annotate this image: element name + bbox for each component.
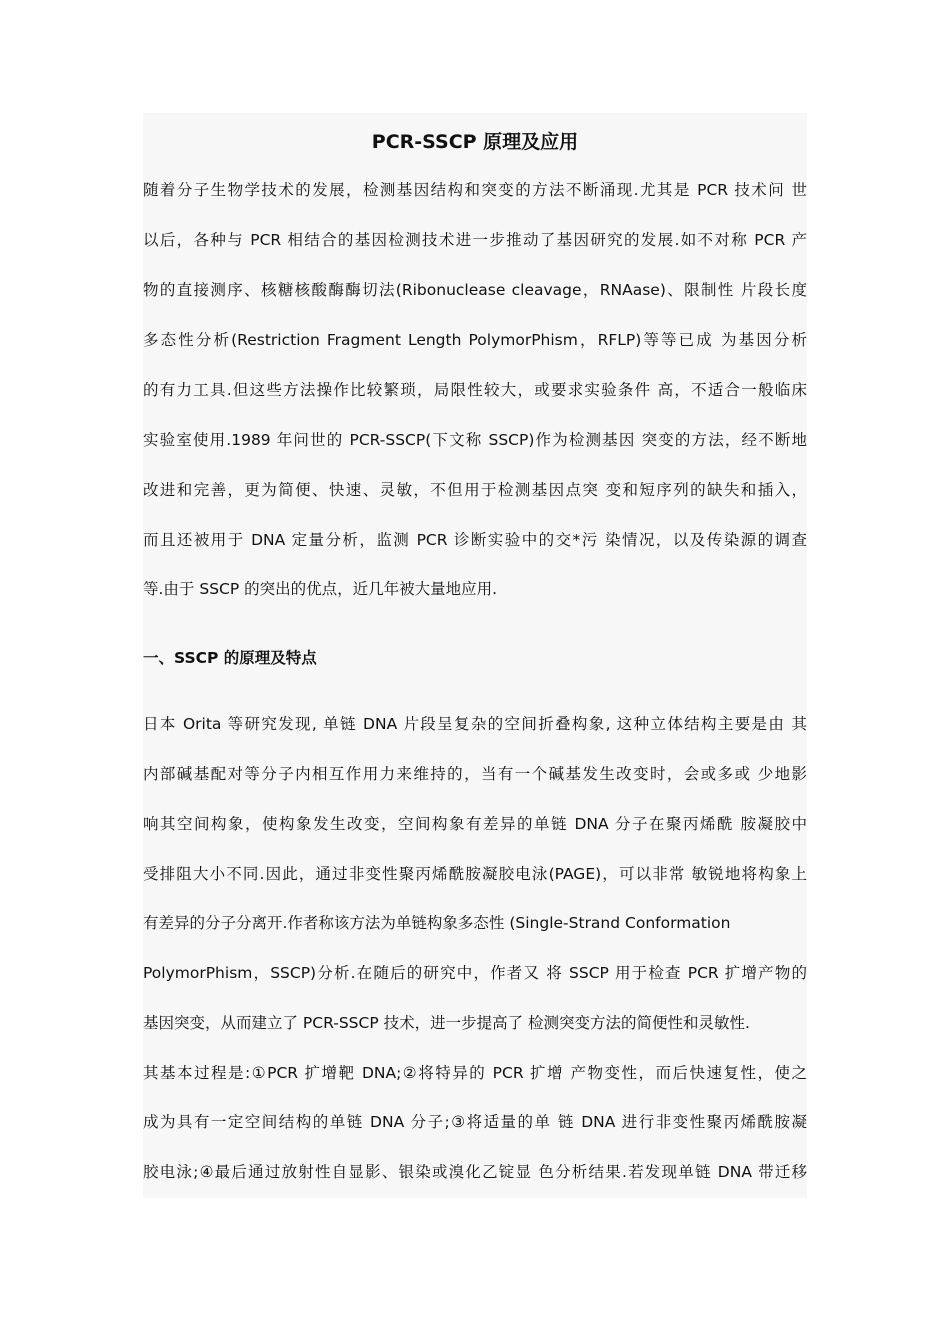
paragraph2-line: 日本 Orita 等研究发现, 单链 DNA 片段呈复杂的空间折叠构象, 这种立体结构主要是由 其 — [143, 715, 807, 733]
paragraph2-line: 胶电泳;④最后通过放射性自显影、银染或溴化乙锭显 色分析结果.若发现单链 DNA 带迁移 — [143, 1163, 807, 1181]
paragraph1-line: 的有力工具.但这些方法操作比较繁琐，局限性较大，或要求实验条件 高，不适合一般临床 — [143, 381, 807, 399]
paragraph1-line: 物的直接测序、核糖核酸酶酶切法(Ribonuclease cleavage，RNAase)、限制性 片段长度 — [143, 281, 807, 299]
paragraph2-line: 有差异的分子分离开.作者称该方法为单链构象多态性 (Single-Strand Conformation — [143, 914, 731, 932]
paragraph2-line: 受排阻大小不同.因此，通过非变性聚丙烯酰胺凝胶电泳(PAGE)，可以非常 敏锐地将构象上 — [143, 865, 807, 883]
paragraph2-line: PolymorPhism，SSCP)分析.在随后的研究中，作者又 将 SSCP 用于检查 PCR 扩增产物的 — [143, 964, 807, 982]
paragraph1-line: 随着分子生物学技术的发展，检测基因结构和突变的方法不断涌现.尤其是 PCR 技术问 世 — [143, 181, 807, 199]
paragraph1-line: 多态性分析(Restriction Fragment Length PolymorPhism，RFLP)等等已成 为基因分析 — [143, 331, 807, 349]
paragraph2-line: 内部碱基配对等分子内相互作用力来维持的，当有一个碱基发生改变时，会或多或 少地影 — [143, 765, 807, 783]
paragraph2-line: 响其空间构象，使构象发生改变，空间构象有差异的单链 DNA 分子在聚丙烯酰 胺凝胶中 — [143, 815, 807, 833]
paragraph2-line: 成为具有一定空间结构的单链 DNA 分子;③将适量的单 链 DNA 进行非变性聚丙烯酰胺凝 — [143, 1113, 807, 1131]
section-heading: 一、SSCP 的原理及特点 — [143, 649, 317, 667]
paragraph1-line: 实验室使用.1989 年问世的 PCR-SSCP(下文称 SSCP)作为检测基因 突变的方法，经不断地 — [143, 431, 807, 449]
paragraph1-line: 等.由于 SSCP 的突出的优点，近几年被大量地应用. — [143, 580, 498, 598]
paragraph2-line: 基因突变，从而建立了 PCR-SSCP 技术，进一步提高了 检测突变方法的简便性和灵敏性. — [143, 1014, 750, 1032]
paragraph2-line: 其基本过程是:①PCR 扩增靶 DNA;②将特异的 PCR 扩增 产物变性，而后快速复性，使之 — [143, 1064, 807, 1082]
paragraph1-line: 而且还被用于 DNA 定量分析，监测 PCR 诊断实验中的交*污 染情况，以及传染源的调查 — [143, 531, 807, 549]
paragraph1-line: 以后，各种与 PCR 相结合的基因检测技术进一步推动了基因研究的发展.如不对称 PCR 产 — [143, 231, 807, 249]
paragraph1-line: 改进和完善，更为简便、快速、灵敏，不但用于检测基因点突 变和短序列的缺失和插入， — [143, 481, 807, 499]
document-title: PCR-SSCP 原理及应用 — [371, 131, 579, 153]
